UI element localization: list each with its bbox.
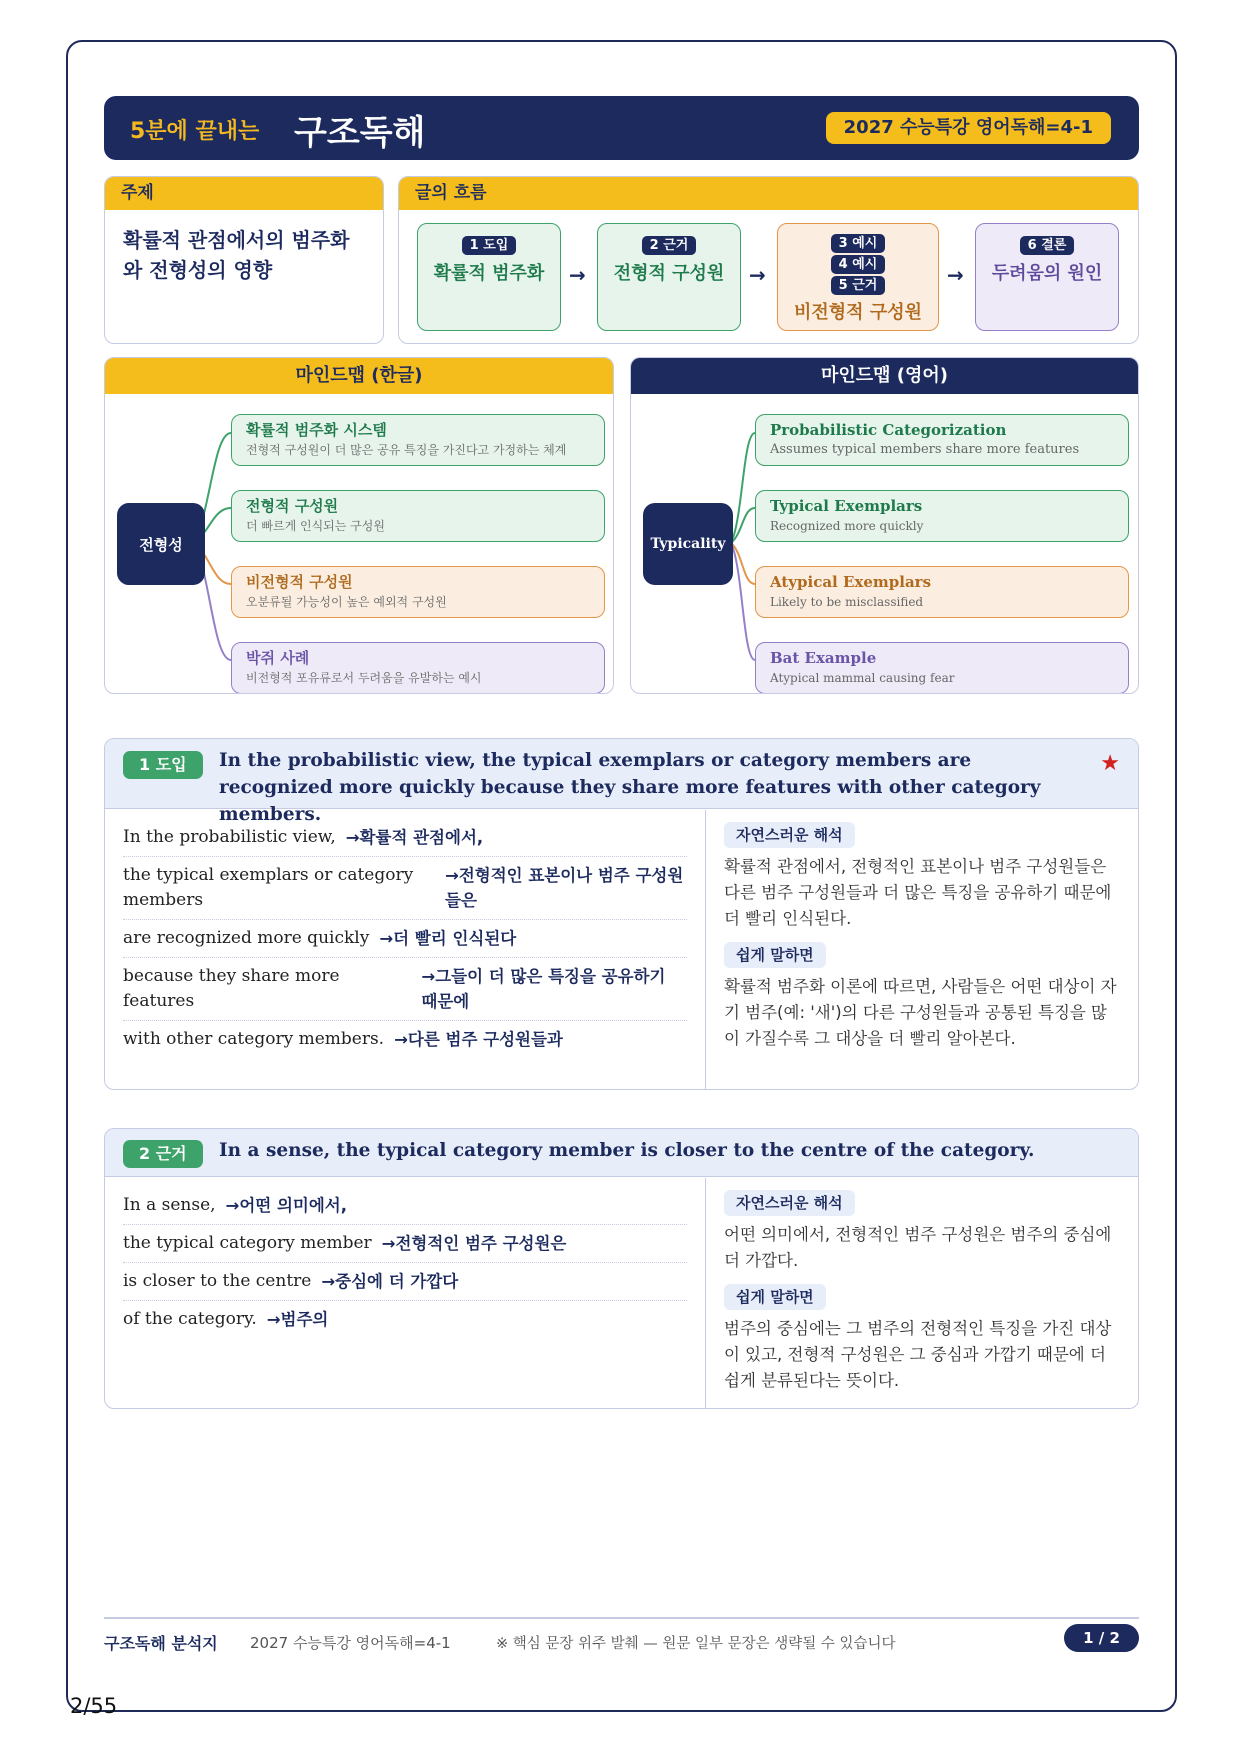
header-subtitle: 5분에 끝내는 bbox=[130, 119, 260, 144]
mindmap-node-desc: 비전형적 포유류로서 두려움을 유발하는 예시 bbox=[246, 671, 482, 685]
mindmap-node-title: Typical Exemplars bbox=[770, 497, 923, 515]
chunk-korean: →범주의 bbox=[266, 1310, 329, 1329]
mindmap-node-title: Probabilistic Categorization bbox=[770, 421, 1007, 439]
mindmap-node bbox=[231, 642, 605, 694]
mindmap-node bbox=[755, 490, 1129, 542]
chunk-list bbox=[105, 819, 705, 1058]
mindmap-node bbox=[231, 414, 605, 466]
flow-step-tag: 1 도입 bbox=[462, 236, 517, 255]
mindmap-korean bbox=[104, 357, 614, 694]
natural-translation-text: 어떤 의미에서, 전형적인 범주 구성원은 범주의 중심에 더 가깝다. bbox=[724, 1225, 1112, 1270]
mindmap-node-desc: Recognized more quickly bbox=[770, 519, 924, 533]
chunk-english: the typical category member bbox=[123, 1233, 372, 1253]
flow-step-tag: 2 근거 bbox=[642, 236, 697, 255]
sentence-header bbox=[105, 739, 1138, 825]
flow-box bbox=[398, 176, 1139, 344]
flow-step-tag: 5 근거 bbox=[831, 276, 886, 295]
chunk-list bbox=[105, 1187, 705, 1338]
sentence-section-2 bbox=[104, 1128, 1139, 1409]
mindmap-node bbox=[231, 566, 605, 618]
flow-step-text: 전형적 구성원 bbox=[613, 263, 725, 284]
topic-label: 주제 bbox=[105, 177, 383, 210]
flow-step-4 bbox=[975, 223, 1119, 331]
chunk-row bbox=[123, 920, 687, 958]
chunk-korean: →전형적인 범주 구성원은 bbox=[381, 1234, 567, 1253]
mindmap-node-title: 박쥐 사례 bbox=[246, 649, 310, 667]
sentence-text: In a sense, the typical category member is closer to the centre of the category. bbox=[219, 1140, 1035, 1161]
flow-step-tag: 6 결론 bbox=[1020, 236, 1075, 255]
chunk-english: In the probabilistic view, bbox=[123, 827, 336, 847]
footer-source: 2027 수능특강 영어독해=4-1 bbox=[250, 1634, 451, 1652]
chunk-korean: →어떤 의미에서, bbox=[225, 1196, 348, 1215]
mindmap-node-desc: Assumes typical members share more features bbox=[770, 442, 1080, 457]
easy-explanation-label: 쉽게 말하면 bbox=[724, 942, 826, 968]
chunk-row bbox=[123, 1225, 687, 1263]
footer-divider bbox=[104, 1617, 1139, 1619]
source-badge: 2027 수능특강 영어독해=4-1 bbox=[826, 112, 1111, 144]
chunk-korean: →다른 범주 구성원들과 bbox=[394, 1030, 563, 1049]
chunk-korean: →그들이 더 많은 특징을 공유하기 때문에 bbox=[421, 967, 666, 1011]
mindmap-korean-heading: 마인드맵 (한글) bbox=[105, 358, 613, 394]
mindmap-node-desc: 오분류될 가능성이 높은 예외적 구성원 bbox=[246, 595, 447, 609]
key-sentence-star-icon: ★ bbox=[1100, 751, 1120, 776]
natural-translation-text: 확률적 관점에서, 전형적인 표본이나 범주 구성원들은 다른 범주 구성원들과 더 많은 특징을 공유하기 때문에 더 빨리 인식된다. bbox=[724, 857, 1112, 928]
flow-step-1 bbox=[417, 223, 561, 331]
header-banner bbox=[104, 96, 1139, 160]
chunk-row bbox=[123, 1021, 687, 1058]
flow-step-text: 비전형적 구성원 bbox=[794, 302, 922, 323]
easy-explanation-label: 쉽게 말하면 bbox=[724, 1284, 826, 1310]
chunk-row bbox=[123, 1187, 687, 1225]
chunk-korean: →더 빨리 인식된다 bbox=[379, 929, 517, 948]
mindmap-node-desc: 더 빠르게 인식되는 구성원 bbox=[246, 519, 385, 533]
mindmap-node-desc: 전형적 구성원이 더 많은 공유 특징을 가진다고 가정하는 체계 bbox=[246, 443, 567, 457]
mindmap-node bbox=[231, 490, 605, 542]
header-title: 구조독해 bbox=[294, 113, 426, 153]
flow-step-tag: 3 예시 bbox=[831, 234, 886, 253]
flow-step-text: 두려움의 원인 bbox=[991, 263, 1103, 284]
chunk-korean: →중심에 더 가깝다 bbox=[321, 1272, 459, 1291]
chunk-row bbox=[123, 958, 687, 1021]
sentence-tag: 1 도입 bbox=[123, 751, 203, 779]
mindmap-english-heading: 마인드맵 (영어) bbox=[631, 358, 1138, 394]
chunk-english: In a sense, bbox=[123, 1195, 216, 1215]
mindmap-node-title: 비전형적 구성원 bbox=[246, 573, 353, 591]
chunk-row bbox=[123, 857, 687, 920]
footer-note: ※ 핵심 문장 위주 발췌 — 원문 일부 문장은 생략될 수 있습니다 bbox=[496, 1636, 896, 1652]
mindmap-node-title: Bat Example bbox=[770, 649, 877, 667]
chunk-english: with other category members. bbox=[123, 1029, 385, 1049]
topic-text: 확률적 관점에서의 범주화와 전형성의 영향 bbox=[123, 228, 350, 282]
mindmap-node-title: 전형적 구성원 bbox=[246, 497, 339, 515]
easy-explanation-text: 확률적 범주화 이론에 따르면, 사람들은 어떤 대상이 자기 범주(예: '새')의 다른 구성원들과 공통된 특징을 많이 가질수록 그 대상을 더 빨리 알아본다. bbox=[724, 977, 1117, 1048]
mindmap-node-title: Atypical Exemplars bbox=[770, 573, 932, 591]
mindmap-center: 전형성 bbox=[117, 503, 205, 585]
interpretation-panel bbox=[705, 1178, 1138, 1408]
flow-arrow: → bbox=[947, 263, 964, 287]
sentence-header bbox=[105, 1129, 1138, 1177]
document-page-counter: 2/55 bbox=[70, 1694, 118, 1718]
page-number-badge: 1 / 2 bbox=[1064, 1624, 1139, 1652]
mindmap-node-title: 확률적 범주화 시스템 bbox=[246, 421, 387, 439]
flow-step-text: 확률적 범주화 bbox=[433, 263, 545, 284]
interpretation-panel bbox=[705, 810, 1138, 1089]
sentence-tag: 2 근거 bbox=[123, 1140, 203, 1168]
footer-brand: 구조독해 분석지 bbox=[104, 1634, 218, 1653]
mindmap-node-desc: Atypical mammal causing fear bbox=[770, 671, 955, 685]
mindmap-node bbox=[755, 566, 1129, 618]
chunk-english: of the category. bbox=[123, 1309, 257, 1329]
easy-explanation-text: 범주의 중심에는 그 범주의 전형적인 특징을 가진 대상이 있고, 전형적 구성원은 그 중심과 가깝기 때문에 더 쉽게 분류된다는 뜻이다. bbox=[724, 1319, 1112, 1390]
flow-arrow: → bbox=[569, 263, 586, 287]
mindmap-center: Typicality bbox=[643, 503, 733, 585]
mindmap-english bbox=[630, 357, 1139, 694]
flow-arrow: → bbox=[749, 263, 766, 287]
chunk-english: because they share more features bbox=[123, 966, 340, 1011]
flow-label: 글의 흐름 bbox=[399, 177, 1138, 210]
sentence-section-1 bbox=[104, 738, 1139, 1090]
chunk-row bbox=[123, 819, 687, 857]
natural-translation-label: 자연스러운 해석 bbox=[724, 822, 855, 848]
chunk-row bbox=[123, 1263, 687, 1301]
chunk-row bbox=[123, 1301, 687, 1338]
mindmap-node bbox=[755, 642, 1129, 694]
flow-step-tag: 4 예시 bbox=[831, 255, 886, 274]
chunk-english: are recognized more quickly bbox=[123, 928, 370, 948]
chunk-korean: →확률적 관점에서, bbox=[345, 828, 484, 847]
natural-translation-label: 자연스러운 해석 bbox=[724, 1190, 855, 1216]
topic-box bbox=[104, 176, 384, 344]
sentence-text: In the probabilistic view, the typical exemplars or category members are recognized more quickly because they share more features with other category members. bbox=[219, 750, 1041, 825]
chunk-korean: →전형적인 표본이나 범주 구성원들은 bbox=[445, 866, 684, 910]
mindmap-node-desc: Likely to be misclassified bbox=[770, 595, 924, 609]
chunk-english: the typical exemplars or category members bbox=[123, 865, 414, 910]
chunk-english: is closer to the centre bbox=[123, 1271, 312, 1291]
mindmap-node bbox=[755, 414, 1129, 466]
flow-step-3 bbox=[777, 223, 939, 331]
flow-step-2 bbox=[597, 223, 741, 331]
